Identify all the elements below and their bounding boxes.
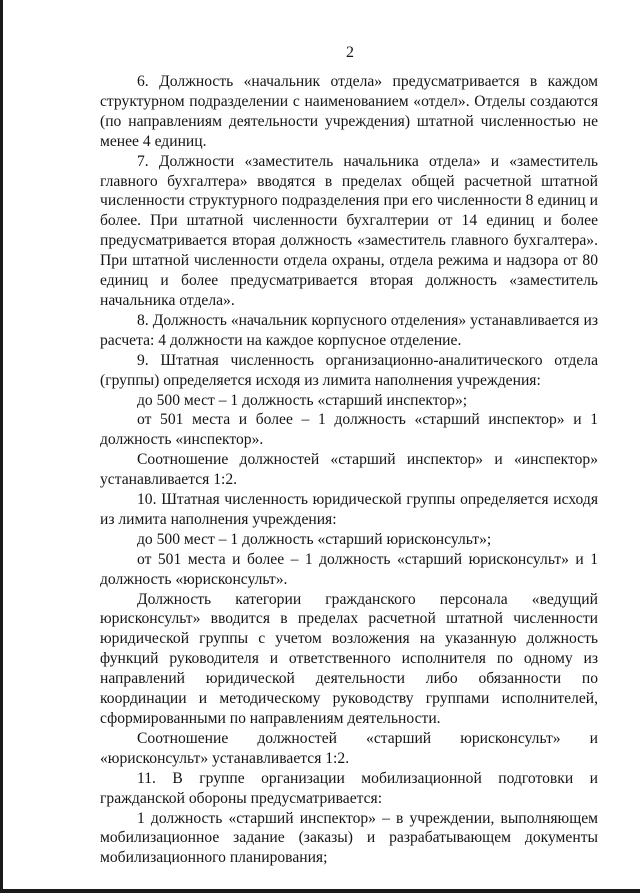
document-body (100, 72, 598, 868)
paragraph-9-item-1: до 500 мест – 1 должность «старший инспектор»; (137, 391, 468, 409)
paragraph-11-item-1: 1 должность «старший инспектор» – в учреждении, выполняющем мобилизационное задание (заказы) и разрабатывающем документы мобилизационного планирования; (100, 809, 598, 867)
paragraph-10-item-2: от 501 места и более – 1 должность «старший юрисконсульт» и 1 должность «юрисконсульт». (100, 550, 598, 588)
scan-border-bottom (0, 889, 640, 893)
paragraph-10-ratio: Соотношение должностей «старший юрисконсульт» и «юрисконсульт» устанавливается 1:2. (100, 729, 598, 767)
paragraph-10-item-1: до 500 мест – 1 должность «старший юрисконсульт»; (137, 530, 492, 548)
page-number: 2 (346, 44, 354, 61)
paragraph-6: 6. Должность «начальник отдела» предусматривается в каждом структурном подразделении с наименованием «отдел». Отделы создаются (по направлениям деятельности учреждения) штатной численностью не менее 4 единиц. (100, 73, 598, 150)
paragraph-10-lead-counsel: Должность категории гражданского персонала «ведущий юрисконсульт» вводится в пределах расчетной штатной численности юридической группы с учетом возложения на указанную должность функций руководителя и ответственного исполнителя по одному из направлений юридической деятельности либо обязанности по координации и методическому руководству группами исполнителей, сформированными по направлениям деятельности. (100, 590, 598, 727)
paragraph-11: 11. В группе организации мобилизационной подготовки и гражданской обороны предусматривается: (100, 769, 598, 807)
paragraph-9-ratio: Соотношение должностей «старший инспектор» и «инспектор» устанавливается 1:2. (100, 451, 598, 489)
scan-border-left (0, 0, 3, 893)
paragraph-9-item-2: от 501 места и более – 1 должность «старший инспектор» и 1 должность «инспектор». (100, 411, 598, 449)
paragraph-10: 10. Штатная численность юридической группы определяется исходя из лимита наполнения учреждения: (100, 491, 598, 528)
paragraph-7: 7. Должности «заместитель начальника отдела» и «заместитель главного бухгалтера» вводятся в пределах общей расчетной штатной численности структурного подразделения при его численности 8 единиц и более. При штатной численности бухгалтерии от 14 единиц и более предусматривается вторая должность «заместитель главного бухгалтера». При штатной численности отдела охраны, отдела режима и надзора от 80 единиц и более предусматривается вторая должность «заместитель начальника отдела». (100, 152, 598, 309)
paragraph-9: 9. Штатная численность организационно-аналитического отдела (группы) определяется исходя из лимита наполнения учреждения: (100, 351, 598, 389)
paragraph-8: 8. Должность «начальник корпусного отделения» устанавливается из расчета: 4 должности на каждое корпусное отделение. (100, 311, 598, 349)
